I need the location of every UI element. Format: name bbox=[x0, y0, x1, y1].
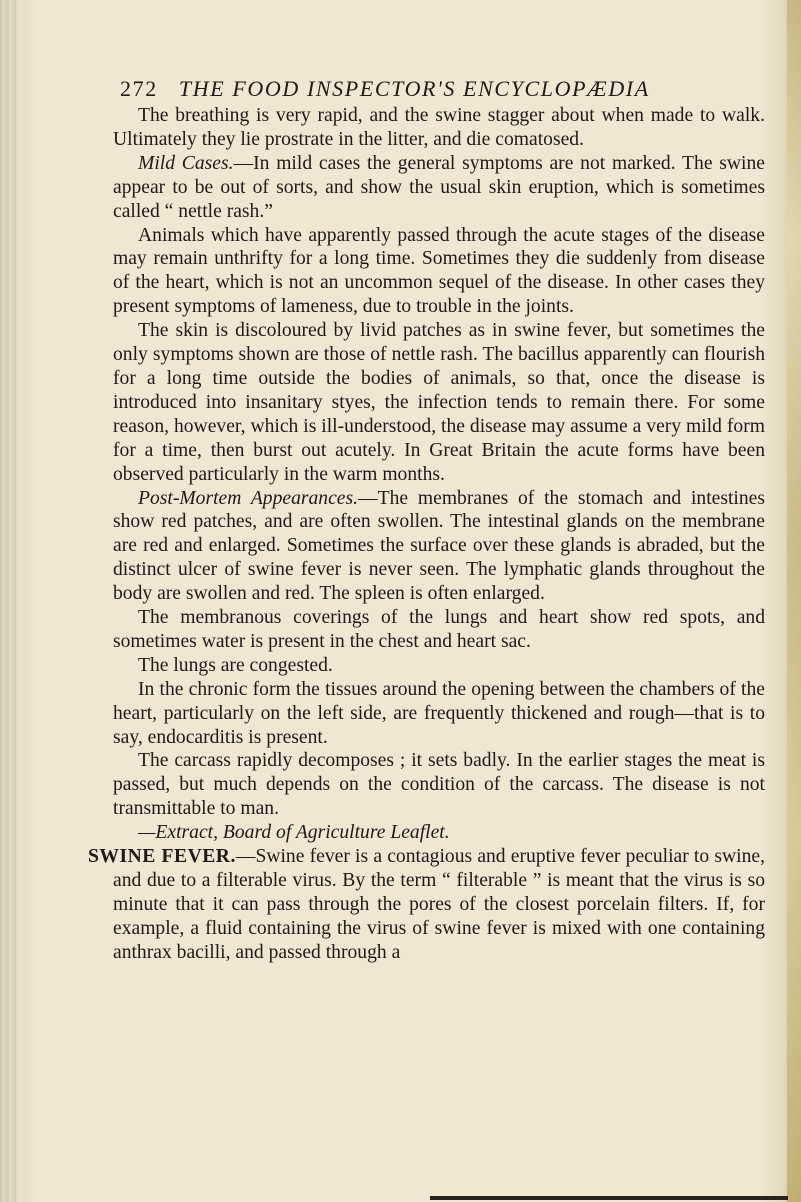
source-citation-line bbox=[113, 821, 765, 845]
paragraph-text: The lungs are congested. bbox=[138, 654, 333, 676]
body-text bbox=[88, 104, 765, 965]
entry-paragraph bbox=[88, 845, 765, 965]
entry-text: —Swine fever is a contagious and eruptive fever peculiar to swine, and due to a filterable virus. By the term “ filterable ” is meant that the virus is so minute that it can pass through the pores of the closest porcelain filters. If, for example, a fluid containing the virus of swine fever is mixed with one containing anthrax bacilli, and passed through a bbox=[113, 846, 765, 963]
page-binding-shadow bbox=[0, 0, 18, 1202]
paragraph-text: —In mild cases the general symptoms are not marked. The swine appear to be out of sorts, and show the usual skin eruption, which is sometimes called “ nettle rash.” bbox=[113, 152, 765, 222]
paragraph-text: The skin is discoloured by livid patches as in swine fever, but sometimes the only symptoms shown are those of nettle rash. The bacillus apparently can flourish for a long time outside the bodies of animals, so that, once the disease is introduced into insanitary styes, the infection tends to remain there. For some reason, however, which is ill-understood, the disease may assume a very mild form for a time, then burst out acutely. In Great Britain the acute forms have been observed particularly in the warm months. bbox=[113, 320, 765, 485]
entry-heading: SWINE FEVER. bbox=[88, 846, 236, 868]
paragraph bbox=[113, 654, 765, 678]
paragraph bbox=[113, 606, 765, 654]
paragraph-text: Animals which have apparently passed through the acute stages of the disease may remain unthrifty for a long time. Sometimes they die suddenly from disease of the heart, which is not an uncommon sequel of the disease. In other cases they present symptoms of lameness, due to trouble in the joints. bbox=[113, 224, 765, 318]
paragraph-text: In the chronic form the tissues around the opening between the chambers of the heart, particularly on the left side, are frequently thickened and rough—that is to say, endocarditis is present. bbox=[113, 678, 765, 748]
bottom-rule bbox=[430, 1196, 788, 1200]
paragraph-text: The breathing is very rapid, and the swine stagger about when made to walk. Ultimately they lie prostrate in the litter, and die comatosed. bbox=[113, 105, 765, 150]
paragraph-text: The membranous coverings of the lungs and heart show red spots, and sometimes water is present in the chest and heart sac. bbox=[113, 607, 765, 652]
page-number: 272 bbox=[120, 76, 158, 101]
paragraph bbox=[113, 152, 765, 224]
paragraph bbox=[113, 224, 765, 320]
paragraph-lead: Mild Cases. bbox=[138, 152, 234, 174]
paragraph-lead: Post-Mortem Appearances. bbox=[138, 487, 359, 509]
paragraph bbox=[113, 749, 765, 821]
running-header bbox=[120, 76, 720, 106]
paragraph bbox=[113, 104, 765, 152]
paragraph-text: The carcass rapidly decomposes ; it sets badly. In the earlier stages the meat is passed, but much depends on the condition of the carcass. The disease is not transmittable to man. bbox=[113, 750, 765, 820]
paragraph bbox=[113, 678, 765, 750]
source-citation: —Extract, Board of Agriculture Leaflet. bbox=[138, 822, 450, 844]
page-edge bbox=[787, 0, 801, 1202]
running-title: THE FOOD INSPECTOR'S ENCYCLOPÆDIA bbox=[178, 76, 650, 101]
paragraph bbox=[113, 487, 765, 607]
paragraph-text: —The membranes of the stomach and intestines show red patches, and are often swollen. The intestinal glands on the membrane are red and enlarged. Sometimes the surface over these glands is abraded, but the distinct ulcer of swine fever is never seen. The lymphatic glands throughout the body are swollen and red. The spleen is often enlarged. bbox=[113, 487, 765, 605]
paragraph bbox=[113, 319, 765, 486]
